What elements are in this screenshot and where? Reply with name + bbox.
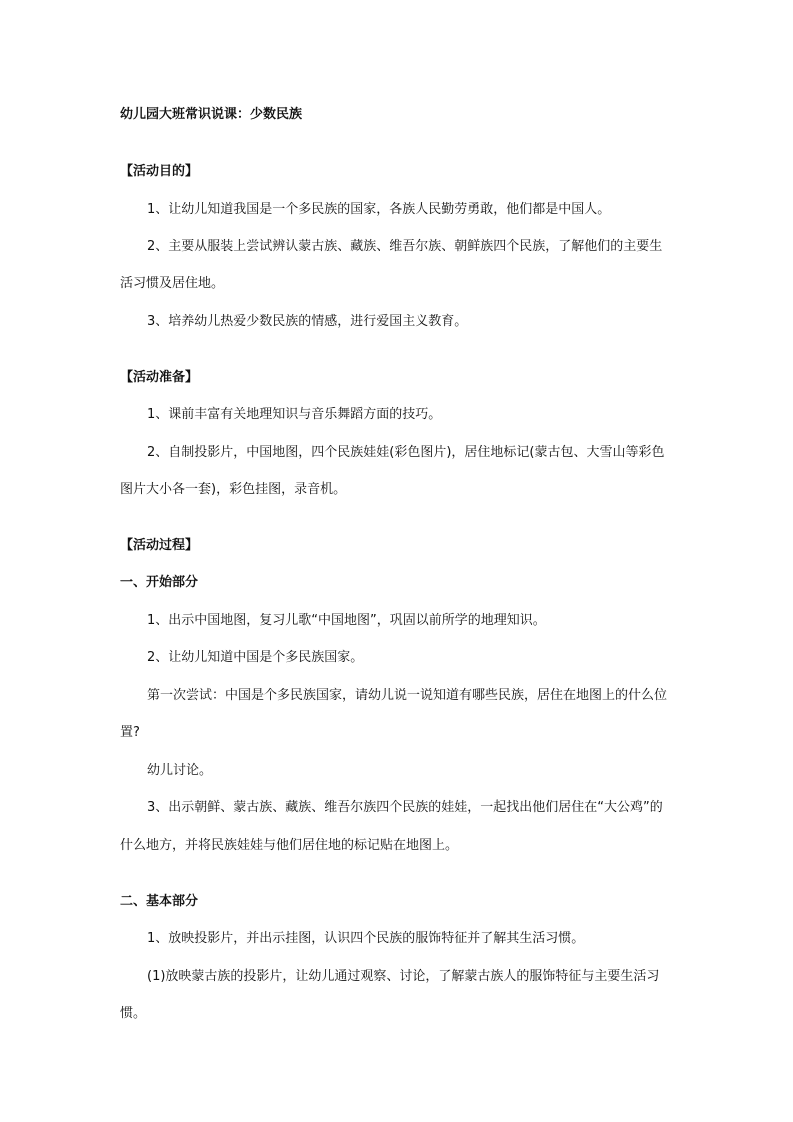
preparation-item-2-line-1: 2、自制投影片，中国地图，四个民族娃娃(彩色图片)，居住地标记(蒙古包、大雪山等彩色 bbox=[147, 445, 665, 460]
section-heading-process: 【活动过程】 bbox=[120, 538, 199, 553]
part2-sub-1-line-1: (1)放映蒙古族的投影片，让幼儿通过观察、讨论，了解蒙古族人的服饰特征与主要生活习 bbox=[147, 969, 660, 984]
preparation-item-1: 1、课前丰富有关地理知识与音乐舞蹈方面的技巧。 bbox=[147, 407, 442, 422]
part1-discuss: 幼儿讨论。 bbox=[147, 763, 213, 778]
part1-attempt-line-1: 第一次尝试：中国是个多民族国家，请幼儿说一说知道有哪些民族，居住在地图上的什么位 bbox=[147, 688, 668, 703]
part1-heading: 一、开始部分 bbox=[120, 575, 199, 590]
section-heading-preparation: 【活动准备】 bbox=[120, 370, 199, 385]
part1-item-3-line-2: 什么地方，并将民族娃娃与他们居住地的标记贴在地图上。 bbox=[120, 838, 459, 853]
preparation-item-2-line-2: 图片大小各一套)，彩色挂图，录音机。 bbox=[120, 482, 347, 497]
goals-item-2-line-1: 2、主要从服装上尝试辨认蒙古族、藏族、维吾尔族、朝鲜族四个民族，了解他们的主要生 bbox=[147, 239, 663, 254]
part1-attempt-line-2: 置? bbox=[120, 725, 140, 740]
part1-item-3-line-1: 3、出示朝鲜、蒙古族、藏族、维吾尔族四个民族的娃娃，一起找出他们居住在“大公鸡”的 bbox=[147, 800, 663, 815]
document-title: 幼儿园大班常识说课：少数民族 bbox=[120, 107, 303, 122]
part2-item-1: 1、放映投影片，并出示挂图，认识四个民族的服饰特征并了解其生活习惯。 bbox=[147, 931, 585, 946]
goals-item-2-line-2: 活习惯及居住地。 bbox=[120, 276, 225, 291]
part1-item-1: 1、出示中国地图，复习儿歌“中国地图”，巩固以前所学的地理知识。 bbox=[147, 613, 546, 628]
goals-item-1: 1、让幼儿知道我国是一个多民族的国家，各族人民勤劳勇敢，他们都是中国人。 bbox=[147, 202, 611, 217]
part2-heading: 二、基本部分 bbox=[120, 894, 199, 909]
part1-item-2: 2、让幼儿知道中国是个多民族国家。 bbox=[147, 650, 364, 665]
goals-item-3: 3、培养幼儿热爱少数民族的情感，进行爱国主义教育。 bbox=[147, 314, 468, 329]
part2-sub-1-line-2: 惯。 bbox=[120, 1006, 147, 1021]
section-heading-goals: 【活动目的】 bbox=[120, 164, 199, 179]
